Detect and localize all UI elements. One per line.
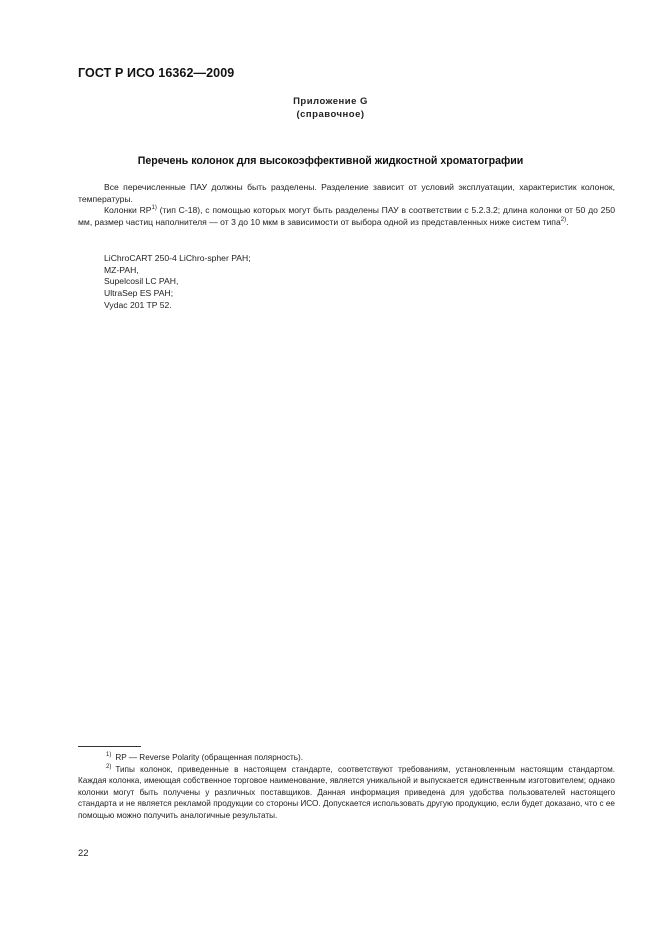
column-list — [104, 253, 251, 312]
footnote-ref-1[interactable]: 1) — [151, 205, 157, 212]
page-number: 22 — [78, 848, 89, 859]
paragraph-2-text-c: . — [566, 217, 569, 228]
footnote-ref-2[interactable]: 2) — [560, 217, 567, 224]
appendix-type: (справочное) — [296, 109, 365, 120]
list-item: MZ-PAH, — [104, 264, 139, 275]
paragraph-1: Все перечисленные ПАУ должны быть разделены. Разделение зависит от условий эксплуатации, характеристик колонок, температуры. — [78, 182, 615, 204]
paragraph-2 — [78, 205, 615, 228]
document-standard-id: ГОСТ Р ИСО 16362—2009 — [78, 66, 235, 80]
paragraph-2-text-a: Колонки RP — [104, 205, 152, 216]
appendix-label: Приложение G — [293, 96, 368, 107]
footnote-2-number: 2) — [106, 763, 112, 770]
footnote-2-text: Типы колонок, приведенные в настоящем стандарте, соответствуют требованиям, установленным настоящим стандартом. Каждая колонка, имеющая собственное торговое наименование, является уникальной и выпускается единственным изготовителем; однако колонки могут быть получены у различных поставщиков. Данная информация приведена для удобства пользователей настоящего стандарта и не является рекламой продукции со стороны ИСО. Допускается использовать другую продукцию, если будет доказано, что с ее помощью можно получить аналогичные результаты. — [78, 764, 615, 820]
paragraph-2-text-b: (тип С-18), с помощью которых могут быть разделены ПАУ в соответствии с 5.2.3.2; длина колонки от 50 до 250 мм, размер частиц наполнителя — от 3 до 10 мкм в зависимости от выбора одной из представленных ниже систем типа — [78, 205, 615, 228]
footnote-1-number: 1) — [106, 752, 112, 758]
list-item: Vydac 201 TP 52. — [104, 299, 172, 310]
footnote-2 — [78, 764, 615, 822]
body-section — [78, 182, 615, 229]
footnote-1 — [78, 752, 615, 764]
list-item: Supelcosil LC PAH, — [104, 276, 179, 287]
footnotes-section — [78, 752, 615, 822]
list-item: LiChroCART 250-4 LiChro-spher PAH; — [104, 253, 251, 263]
page-title: Перечень колонок для высокоэффективной жидкостной хроматографии — [137, 155, 524, 167]
footnote-divider — [78, 746, 141, 747]
footnote-1-text: RP — Reverse Polarity (обращенная полярность). — [115, 753, 303, 762]
list-item: UltraSep ES PAH; — [104, 288, 174, 299]
